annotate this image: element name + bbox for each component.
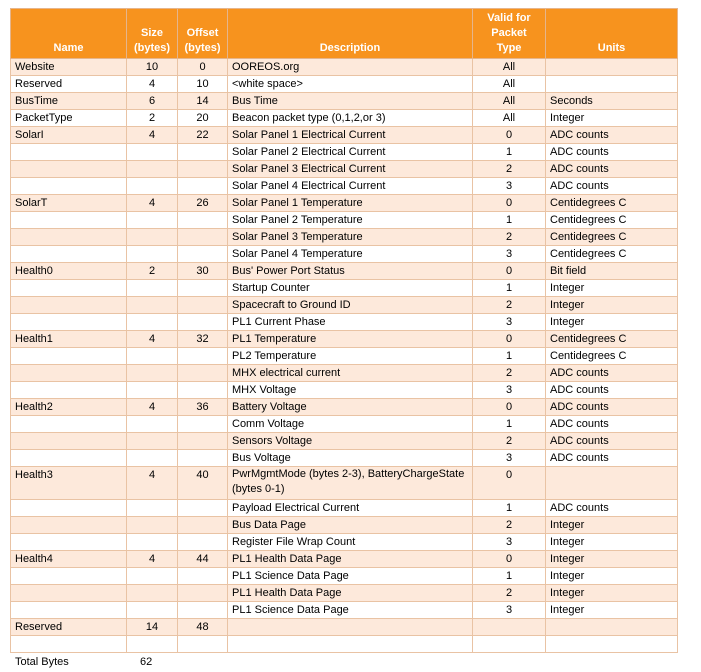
cell-size: 6 bbox=[127, 93, 178, 110]
table-body bbox=[11, 59, 678, 653]
cell-units bbox=[546, 76, 678, 93]
cell-description: Solar Panel 1 Temperature bbox=[228, 195, 473, 212]
table-row bbox=[11, 93, 678, 110]
cell-units: ADC counts bbox=[546, 399, 678, 416]
table-row bbox=[11, 382, 678, 399]
cell-valid: 1 bbox=[473, 212, 546, 229]
cell-units: Integer bbox=[546, 110, 678, 127]
cell-description: PL1 Current Phase bbox=[228, 314, 473, 331]
cell-size: 4 bbox=[127, 127, 178, 144]
cell-offset bbox=[178, 161, 228, 178]
cell-description: Battery Voltage bbox=[228, 399, 473, 416]
cell-name: Health2 bbox=[11, 399, 127, 416]
cell-size bbox=[127, 314, 178, 331]
table-row bbox=[11, 585, 678, 602]
cell-name bbox=[11, 365, 127, 382]
cell-units: ADC counts bbox=[546, 178, 678, 195]
cell-description: PL1 Science Data Page bbox=[228, 568, 473, 585]
cell-name: SolarI bbox=[11, 127, 127, 144]
cell-valid: 0 bbox=[473, 467, 546, 500]
cell-offset bbox=[178, 636, 228, 653]
cell-size bbox=[127, 636, 178, 653]
cell-valid: 0 bbox=[473, 331, 546, 348]
header-valid: Valid for Packet Type bbox=[473, 9, 546, 59]
cell-description: PL1 Science Data Page bbox=[228, 602, 473, 619]
cell-offset bbox=[178, 212, 228, 229]
cell-offset bbox=[178, 450, 228, 467]
table-row bbox=[11, 602, 678, 619]
table-row bbox=[11, 127, 678, 144]
cell-valid: 3 bbox=[473, 382, 546, 399]
cell-size bbox=[127, 178, 178, 195]
table-row bbox=[11, 416, 678, 433]
cell-description: Solar Panel 2 Temperature bbox=[228, 212, 473, 229]
cell-size bbox=[127, 568, 178, 585]
table-row bbox=[11, 450, 678, 467]
cell-units: Centidegrees C bbox=[546, 212, 678, 229]
cell-units: Centidegrees C bbox=[546, 229, 678, 246]
table-row bbox=[11, 195, 678, 212]
cell-size bbox=[127, 246, 178, 263]
cell-offset bbox=[178, 314, 228, 331]
cell-name: Reserved bbox=[11, 619, 127, 636]
header-size: Size (bytes) bbox=[127, 9, 178, 59]
cell-size: 2 bbox=[127, 263, 178, 280]
table-row bbox=[11, 331, 678, 348]
cell-size: 4 bbox=[127, 551, 178, 568]
table-row bbox=[11, 551, 678, 568]
table-row bbox=[11, 263, 678, 280]
table-row bbox=[11, 246, 678, 263]
cell-offset bbox=[178, 144, 228, 161]
cell-valid: 0 bbox=[473, 263, 546, 280]
cell-offset bbox=[178, 534, 228, 551]
cell-offset: 0 bbox=[178, 59, 228, 76]
cell-size bbox=[127, 229, 178, 246]
cell-size bbox=[127, 212, 178, 229]
table-row bbox=[11, 348, 678, 365]
cell-description: Bus Data Page bbox=[228, 517, 473, 534]
cell-units bbox=[546, 636, 678, 653]
cell-units: Integer bbox=[546, 585, 678, 602]
cell-units: Centidegrees C bbox=[546, 331, 678, 348]
cell-description: Bus' Power Port Status bbox=[228, 263, 473, 280]
total-label: Total Bytes bbox=[15, 656, 69, 668]
cell-size: 10 bbox=[127, 59, 178, 76]
header-description: Description bbox=[228, 9, 473, 59]
cell-name bbox=[11, 178, 127, 195]
table-row bbox=[11, 433, 678, 450]
cell-name bbox=[11, 229, 127, 246]
table-row bbox=[11, 229, 678, 246]
cell-offset bbox=[178, 433, 228, 450]
cell-units: Integer bbox=[546, 280, 678, 297]
table-row bbox=[11, 636, 678, 653]
cell-size bbox=[127, 144, 178, 161]
table-row bbox=[11, 178, 678, 195]
cell-size bbox=[127, 517, 178, 534]
cell-valid: All bbox=[473, 59, 546, 76]
cell-units: Centidegrees C bbox=[546, 195, 678, 212]
header-name: Name bbox=[11, 9, 127, 59]
cell-name bbox=[11, 517, 127, 534]
cell-valid: 3 bbox=[473, 314, 546, 331]
cell-offset bbox=[178, 500, 228, 517]
cell-units: ADC counts bbox=[546, 382, 678, 399]
cell-description: Solar Panel 4 Electrical Current bbox=[228, 178, 473, 195]
cell-description: PL1 Health Data Page bbox=[228, 585, 473, 602]
cell-name bbox=[11, 382, 127, 399]
cell-units: Integer bbox=[546, 517, 678, 534]
cell-valid: 1 bbox=[473, 144, 546, 161]
cell-size bbox=[127, 348, 178, 365]
cell-valid: 2 bbox=[473, 297, 546, 314]
cell-size: 4 bbox=[127, 195, 178, 212]
cell-name bbox=[11, 450, 127, 467]
cell-valid: 2 bbox=[473, 161, 546, 178]
cell-size: 4 bbox=[127, 467, 178, 500]
cell-offset bbox=[178, 246, 228, 263]
cell-valid: 2 bbox=[473, 229, 546, 246]
cell-name bbox=[11, 568, 127, 585]
cell-offset: 36 bbox=[178, 399, 228, 416]
table-row bbox=[11, 534, 678, 551]
cell-size: 2 bbox=[127, 110, 178, 127]
cell-offset bbox=[178, 517, 228, 534]
cell-size: 4 bbox=[127, 76, 178, 93]
cell-offset: 30 bbox=[178, 263, 228, 280]
cell-offset bbox=[178, 297, 228, 314]
cell-name bbox=[11, 602, 127, 619]
total-value: 62 bbox=[140, 656, 153, 668]
cell-size bbox=[127, 365, 178, 382]
cell-description: Payload Electrical Current bbox=[228, 500, 473, 517]
table-row bbox=[11, 568, 678, 585]
cell-offset bbox=[178, 229, 228, 246]
cell-valid: 3 bbox=[473, 450, 546, 467]
cell-name bbox=[11, 246, 127, 263]
table-row bbox=[11, 500, 678, 517]
cell-offset bbox=[178, 382, 228, 399]
beacon-table-container bbox=[10, 8, 678, 653]
cell-size bbox=[127, 161, 178, 178]
cell-name bbox=[11, 144, 127, 161]
cell-description bbox=[228, 619, 473, 636]
table-row bbox=[11, 161, 678, 178]
cell-description: Solar Panel 1 Electrical Current bbox=[228, 127, 473, 144]
table-row bbox=[11, 314, 678, 331]
cell-valid: 3 bbox=[473, 246, 546, 263]
cell-size bbox=[127, 433, 178, 450]
table-row bbox=[11, 280, 678, 297]
total-bytes-row bbox=[15, 656, 215, 672]
cell-valid: All bbox=[473, 76, 546, 93]
table-row bbox=[11, 467, 678, 500]
cell-units: ADC counts bbox=[546, 161, 678, 178]
cell-units: ADC counts bbox=[546, 500, 678, 517]
beacon-packet-table bbox=[10, 8, 678, 653]
cell-name: Health3 bbox=[11, 467, 127, 500]
cell-name bbox=[11, 297, 127, 314]
table-row bbox=[11, 144, 678, 161]
cell-name bbox=[11, 534, 127, 551]
cell-offset bbox=[178, 602, 228, 619]
cell-units bbox=[546, 59, 678, 76]
cell-size bbox=[127, 500, 178, 517]
table-row bbox=[11, 619, 678, 636]
table-row bbox=[11, 110, 678, 127]
cell-offset: 44 bbox=[178, 551, 228, 568]
cell-description: Startup Counter bbox=[228, 280, 473, 297]
table-row bbox=[11, 212, 678, 229]
cell-units: ADC counts bbox=[546, 127, 678, 144]
cell-valid: 3 bbox=[473, 534, 546, 551]
cell-valid: 1 bbox=[473, 568, 546, 585]
cell-description: PL1 Temperature bbox=[228, 331, 473, 348]
cell-name: Website bbox=[11, 59, 127, 76]
cell-description: Spacecraft to Ground ID bbox=[228, 297, 473, 314]
cell-valid: 1 bbox=[473, 416, 546, 433]
cell-offset: 32 bbox=[178, 331, 228, 348]
cell-description: Register File Wrap Count bbox=[228, 534, 473, 551]
cell-valid: 1 bbox=[473, 280, 546, 297]
cell-valid: 2 bbox=[473, 433, 546, 450]
cell-units bbox=[546, 619, 678, 636]
header-units: Units bbox=[546, 9, 678, 59]
cell-offset bbox=[178, 280, 228, 297]
cell-size bbox=[127, 280, 178, 297]
cell-valid: 1 bbox=[473, 348, 546, 365]
cell-name bbox=[11, 416, 127, 433]
cell-size bbox=[127, 602, 178, 619]
cell-name: BusTime bbox=[11, 93, 127, 110]
cell-offset bbox=[178, 416, 228, 433]
cell-name: Health0 bbox=[11, 263, 127, 280]
cell-units: ADC counts bbox=[546, 416, 678, 433]
cell-units: Integer bbox=[546, 568, 678, 585]
cell-description bbox=[228, 636, 473, 653]
cell-size bbox=[127, 297, 178, 314]
cell-description: PL1 Health Data Page bbox=[228, 551, 473, 568]
table-row bbox=[11, 59, 678, 76]
cell-name bbox=[11, 348, 127, 365]
cell-description: Bus Time bbox=[228, 93, 473, 110]
cell-name bbox=[11, 500, 127, 517]
cell-units: Integer bbox=[546, 551, 678, 568]
cell-valid: 2 bbox=[473, 585, 546, 602]
cell-description: Solar Panel 3 Temperature bbox=[228, 229, 473, 246]
cell-units: ADC counts bbox=[546, 144, 678, 161]
cell-units: ADC counts bbox=[546, 365, 678, 382]
cell-description: <white space> bbox=[228, 76, 473, 93]
cell-valid: 0 bbox=[473, 195, 546, 212]
cell-valid: All bbox=[473, 110, 546, 127]
cell-name bbox=[11, 212, 127, 229]
cell-description: MHX electrical current bbox=[228, 365, 473, 382]
cell-offset bbox=[178, 365, 228, 382]
table-row bbox=[11, 297, 678, 314]
cell-name: Reserved bbox=[11, 76, 127, 93]
cell-units: ADC counts bbox=[546, 433, 678, 450]
cell-size: 4 bbox=[127, 399, 178, 416]
cell-units: Integer bbox=[546, 314, 678, 331]
cell-name: Health4 bbox=[11, 551, 127, 568]
header-row bbox=[11, 9, 678, 59]
cell-offset: 14 bbox=[178, 93, 228, 110]
cell-size bbox=[127, 450, 178, 467]
cell-name bbox=[11, 314, 127, 331]
cell-description: Solar Panel 4 Temperature bbox=[228, 246, 473, 263]
cell-valid: 0 bbox=[473, 551, 546, 568]
cell-units: Centidegrees C bbox=[546, 348, 678, 365]
cell-units: ADC counts bbox=[546, 450, 678, 467]
cell-size bbox=[127, 416, 178, 433]
cell-name bbox=[11, 433, 127, 450]
cell-offset: 26 bbox=[178, 195, 228, 212]
cell-name: SolarT bbox=[11, 195, 127, 212]
cell-description: Sensors Voltage bbox=[228, 433, 473, 450]
cell-size: 14 bbox=[127, 619, 178, 636]
cell-name bbox=[11, 161, 127, 178]
cell-description: MHX Voltage bbox=[228, 382, 473, 399]
cell-description: PL2 Temperature bbox=[228, 348, 473, 365]
cell-offset bbox=[178, 585, 228, 602]
cell-valid: 0 bbox=[473, 399, 546, 416]
cell-name bbox=[11, 636, 127, 653]
cell-offset: 40 bbox=[178, 467, 228, 500]
cell-valid bbox=[473, 619, 546, 636]
cell-size bbox=[127, 382, 178, 399]
cell-units: Integer bbox=[546, 534, 678, 551]
cell-units: Integer bbox=[546, 297, 678, 314]
cell-name: PacketType bbox=[11, 110, 127, 127]
cell-offset: 10 bbox=[178, 76, 228, 93]
cell-description: Beacon packet type (0,1,2,or 3) bbox=[228, 110, 473, 127]
cell-description: Bus Voltage bbox=[228, 450, 473, 467]
cell-offset bbox=[178, 178, 228, 195]
cell-units: Integer bbox=[546, 602, 678, 619]
cell-units: Seconds bbox=[546, 93, 678, 110]
cell-size bbox=[127, 534, 178, 551]
table-row bbox=[11, 365, 678, 382]
cell-description: Comm Voltage bbox=[228, 416, 473, 433]
cell-name bbox=[11, 280, 127, 297]
cell-valid: All bbox=[473, 93, 546, 110]
table-row bbox=[11, 517, 678, 534]
cell-valid: 3 bbox=[473, 602, 546, 619]
cell-description: Solar Panel 2 Electrical Current bbox=[228, 144, 473, 161]
cell-valid: 2 bbox=[473, 517, 546, 534]
cell-description: Solar Panel 3 Electrical Current bbox=[228, 161, 473, 178]
cell-units bbox=[546, 467, 678, 500]
cell-name bbox=[11, 585, 127, 602]
header-offset: Offset (bytes) bbox=[178, 9, 228, 59]
cell-offset bbox=[178, 568, 228, 585]
cell-valid: 2 bbox=[473, 365, 546, 382]
cell-valid: 3 bbox=[473, 178, 546, 195]
cell-offset: 22 bbox=[178, 127, 228, 144]
cell-units: Centidegrees C bbox=[546, 246, 678, 263]
cell-units: Bit field bbox=[546, 263, 678, 280]
cell-offset: 48 bbox=[178, 619, 228, 636]
cell-size: 4 bbox=[127, 331, 178, 348]
cell-valid bbox=[473, 636, 546, 653]
cell-size bbox=[127, 585, 178, 602]
cell-offset bbox=[178, 348, 228, 365]
cell-name: Health1 bbox=[11, 331, 127, 348]
cell-valid: 1 bbox=[473, 500, 546, 517]
table-row bbox=[11, 399, 678, 416]
cell-description: PwrMgmtMode (bytes 2-3), BatteryChargeState (bytes 0-1) bbox=[228, 467, 473, 500]
cell-offset: 20 bbox=[178, 110, 228, 127]
cell-description: OOREOS.org bbox=[228, 59, 473, 76]
cell-valid: 0 bbox=[473, 127, 546, 144]
table-row bbox=[11, 76, 678, 93]
